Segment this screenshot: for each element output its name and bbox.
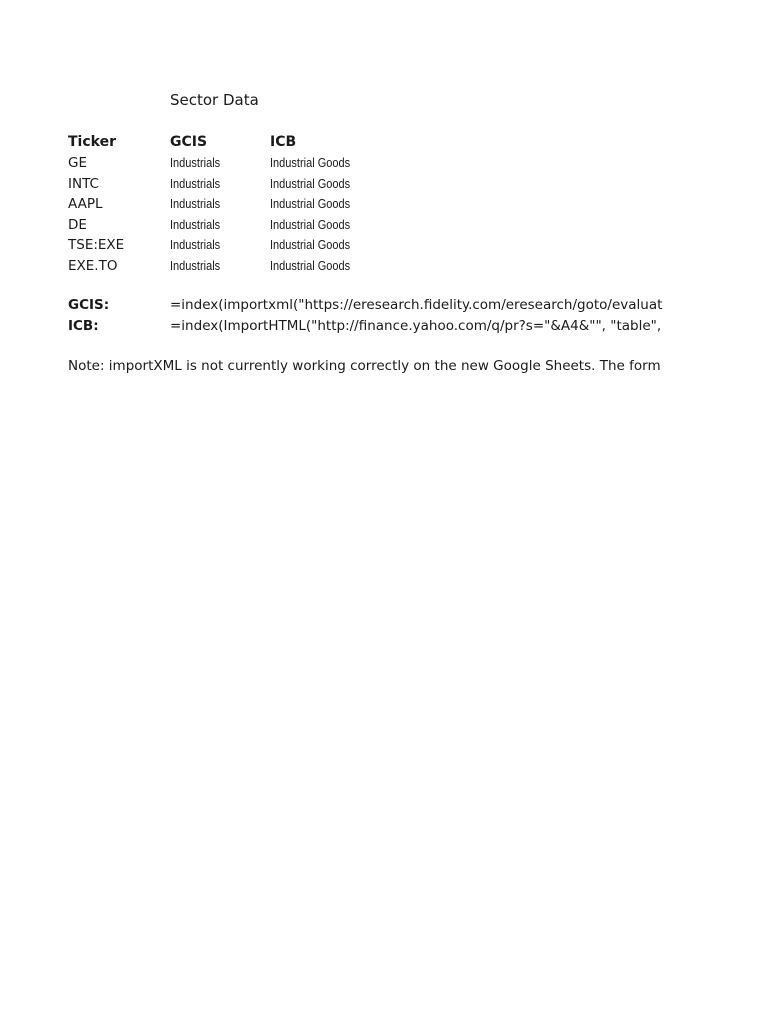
icb-cell: Industrial Goods bbox=[270, 176, 351, 191]
icb-formula-text: =index(ImportHTML("http://finance.yahoo.com/q/pr?s="&A4&"", "table", bbox=[170, 318, 662, 334]
sheet-title: Sector Data bbox=[170, 91, 259, 109]
ticker-cell: GE bbox=[68, 155, 87, 171]
icb-cell: Industrial Goods bbox=[270, 156, 351, 170]
icb-cell: Industrial Goods bbox=[270, 197, 351, 211]
ticker-cell: DE bbox=[68, 216, 87, 233]
ticker-cell: INTC bbox=[68, 175, 99, 192]
icb-cell: Industrial Goods bbox=[270, 258, 351, 273]
icb-cell: Industrial Goods bbox=[270, 238, 351, 252]
table-row bbox=[0, 174, 672, 195]
ticker-cell: TSE:EXE bbox=[68, 237, 125, 253]
gcis-cell: Industrials bbox=[170, 176, 221, 191]
gcis-cell: Industrials bbox=[170, 156, 221, 170]
gcis-cell: Industrials bbox=[170, 238, 221, 252]
ticker-cell: AAPL bbox=[68, 196, 103, 212]
gcis-formula-label: GCIS: bbox=[68, 297, 110, 313]
column-header-gcis: GCIS bbox=[170, 134, 208, 150]
icb-formula-row bbox=[0, 316, 672, 336]
ticker-cell: EXE.TO bbox=[68, 257, 118, 274]
table-row bbox=[0, 235, 672, 256]
column-header-ticker: Ticker bbox=[68, 134, 116, 150]
table-row bbox=[0, 153, 672, 174]
table-row bbox=[0, 256, 672, 277]
icb-formula-label: ICB: bbox=[68, 318, 99, 334]
gcis-cell: Industrials bbox=[170, 197, 221, 211]
column-header-icb: ICB bbox=[270, 134, 297, 150]
gcis-formula-text: =index(importxml("https://eresearch.fidelity.com/eresearch/goto/evaluat bbox=[170, 297, 663, 313]
sector-table bbox=[0, 153, 672, 276]
gcis-cell: Industrials bbox=[170, 258, 221, 273]
note-text: Note: importXML is not currently working correctly on the new Google Sheets. The form bbox=[68, 358, 661, 374]
gcis-cell: Industrials bbox=[170, 217, 221, 232]
icb-cell: Industrial Goods bbox=[270, 217, 351, 232]
table-row bbox=[0, 215, 672, 236]
gcis-formula-row bbox=[0, 295, 672, 315]
table-row bbox=[0, 194, 672, 215]
